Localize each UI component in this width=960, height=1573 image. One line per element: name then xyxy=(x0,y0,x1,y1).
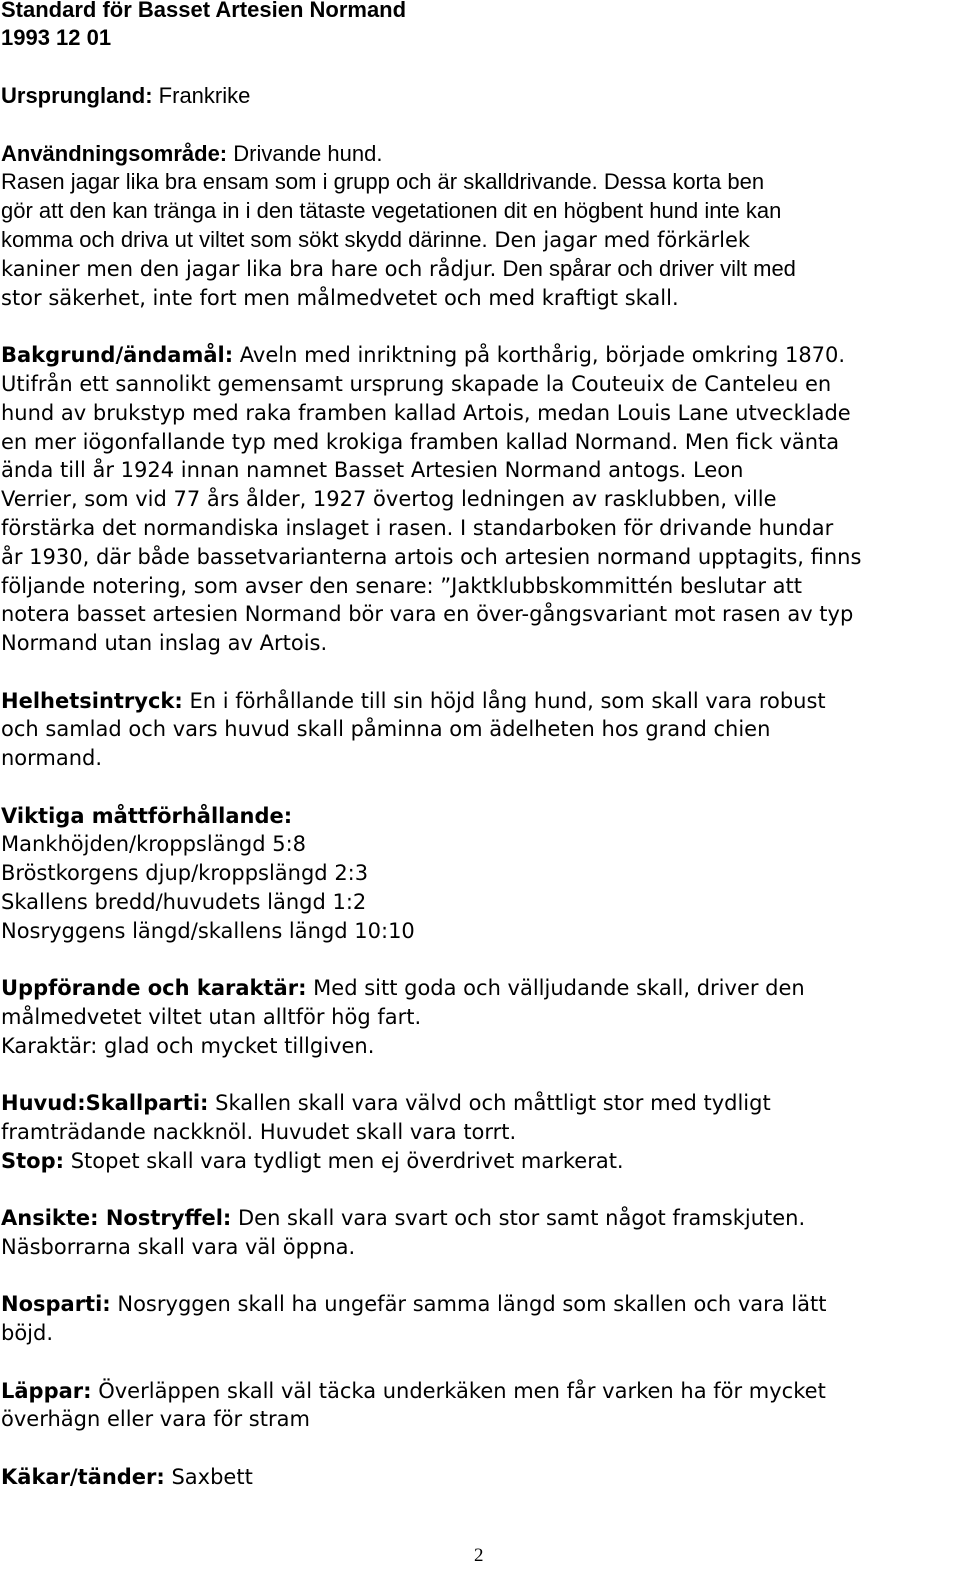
lips-heading-line xyxy=(1,1377,826,1405)
head-label: Huvud:Skallparti: xyxy=(1,1091,209,1115)
usage-label: Användningsområde: xyxy=(1,141,228,166)
lips-label: Läppar: xyxy=(1,1379,92,1403)
general-value: En i förhållande till sin höjd lång hund, som skall vara robust xyxy=(182,689,826,713)
face-label: Ansikte: Nostryffel: xyxy=(1,1206,232,1230)
lips-line: överhägn eller vara för stram xyxy=(1,1407,310,1431)
jaws-value: Saxbett xyxy=(164,1465,253,1489)
face-value: Den skall vara svart och stor samt något framskjuten. xyxy=(231,1206,806,1230)
usage-heading-line xyxy=(1,140,382,168)
proportions-label: Viktiga måttförhållande: xyxy=(1,804,293,828)
muzzle-value: Nosryggen skall ha ungefär samma längd som skallen och vara lätt xyxy=(110,1292,827,1316)
background-label: Bakgrund/ändamål: xyxy=(1,343,234,367)
background-line: ända till år 1924 innan namnet Basset Artesien Normand antogs. Leon xyxy=(1,458,744,482)
background-line: notera basset artesien Normand bör vara en över-gångsvariant mot rasen av typ xyxy=(1,602,854,626)
head-value: Skallen skall vara välvd och måttligt stor med tydligt xyxy=(208,1091,771,1115)
general-label: Helhetsintryck: xyxy=(1,689,183,713)
document-title: Standard för Basset Artesien Normand xyxy=(1,0,407,22)
document-date: 1993 12 01 xyxy=(1,25,112,50)
usage-value: Drivande hund. xyxy=(227,141,383,166)
origin-value: Frankrike xyxy=(152,83,251,108)
background-line: år 1930, där både bassetvarianterna artois och artesien normand upptagits, finns xyxy=(1,545,862,569)
usage-line: stor säkerhet, inte fort men målmedvetet och med kraftigt skall. xyxy=(1,286,679,310)
proportion-item: Bröstkorgens djup/kroppslängd 2:3 xyxy=(1,861,369,885)
stop-value: Stopet skall vara tydligt men ej överdrivet markerat. xyxy=(64,1149,624,1173)
muzzle-line: böjd. xyxy=(1,1321,54,1345)
background-line: en mer iögonfallande typ med krokiga framben kallad Normand. Men fick vänta xyxy=(1,430,840,454)
behaviour-line: Karaktär: glad och mycket tillgiven. xyxy=(1,1034,375,1058)
usage-line: Rasen jagar lika bra ensam som i grupp och är skalldrivande. Dessa korta ben xyxy=(1,169,765,194)
proportion-item: Nosryggens längd/skallens längd 10:10 xyxy=(1,919,415,943)
general-heading-line xyxy=(1,687,826,715)
jaws-line xyxy=(1,1463,253,1491)
background-heading-line xyxy=(1,341,845,369)
background-line: hund av brukstyp med raka framben kallad Artois, medan Louis Lane utvecklade xyxy=(1,401,851,425)
background-line: Verrier, som vid 77 års ålder, 1927 övertog ledningen av rasklubben, ville xyxy=(1,487,777,511)
face-line: Näsborrarna skall vara väl öppna. xyxy=(1,1235,356,1259)
stop-label: Stop: xyxy=(1,1149,65,1173)
face-heading-line xyxy=(1,1204,805,1232)
origin-paragraph xyxy=(1,82,250,110)
usage-line: gör att den kan tränga in i den tätaste vegetationen dit en högbent hund inte kan xyxy=(1,198,782,223)
behaviour-label: Uppförande och karaktär: xyxy=(1,976,307,1000)
behaviour-line: målmedvetet viltet utan alltför hög fart. xyxy=(1,1005,422,1029)
background-value: Aveln med inriktning på korthårig, började omkring 1870. xyxy=(233,343,846,367)
general-line: normand. xyxy=(1,746,103,770)
background-line: Normand utan inslag av Artois. xyxy=(1,631,328,655)
head-heading-line xyxy=(1,1089,771,1117)
proportion-item: Skallens bredd/huvudets längd 1:2 xyxy=(1,890,367,914)
behaviour-heading-line xyxy=(1,974,805,1002)
proportion-item: Mankhöjden/kroppslängd 5:8 xyxy=(1,832,307,856)
behaviour-value: Med sitt goda och välljudande skall, driver den xyxy=(306,976,805,1000)
background-line: förstärka det normandiska inslaget i rasen. I standarboken för drivande hundar xyxy=(1,516,834,540)
usage-line: komma och driva ut viltet som sökt skydd därinne. Den jagar med förkärlek xyxy=(1,227,751,252)
background-line: följande notering, som avser den senare: ”Jaktklubbskommittén beslutar att xyxy=(1,574,802,598)
page-number: 2 xyxy=(474,1545,484,1566)
head-line: framträdande nackknöl. Huvudet skall vara torrt. xyxy=(1,1120,517,1144)
muzzle-label: Nosparti: xyxy=(1,1292,111,1316)
lips-value: Överläppen skall väl täcka underkäken men får varken ha för mycket xyxy=(91,1379,826,1403)
jaws-label: Käkar/tänder: xyxy=(1,1465,165,1489)
origin-label: Ursprungland: xyxy=(1,83,153,108)
stop-line xyxy=(1,1147,624,1175)
usage-line: kaniner men den jagar lika bra hare och rådjur. Den spårar och driver vilt med xyxy=(1,256,796,281)
background-line: Utifrån ett sannolikt gemensamt ursprung skapade la Couteuix de Canteleu en xyxy=(1,372,832,396)
muzzle-heading-line xyxy=(1,1290,826,1318)
general-line: och samlad och vars huvud skall påminna om ädelheten hos grand chien xyxy=(1,717,771,741)
